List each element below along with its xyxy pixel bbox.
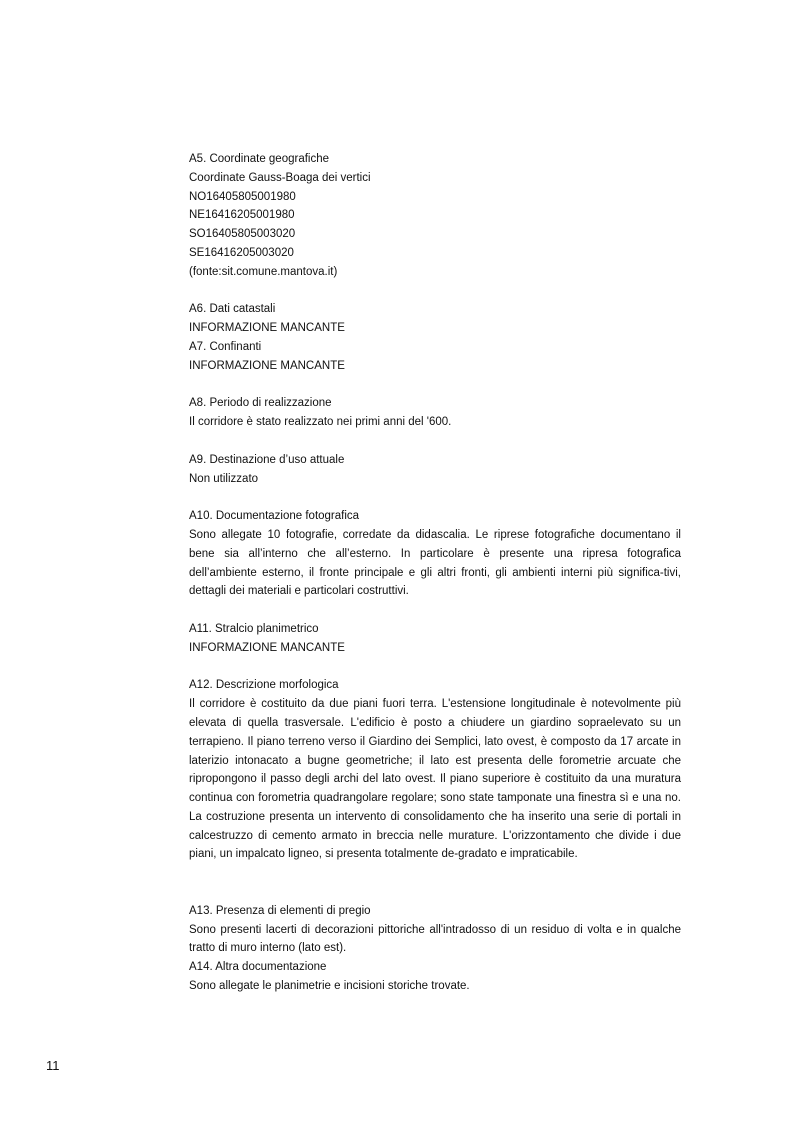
section-a13 bbox=[189, 902, 681, 958]
section-a8-heading: A8. Periodo di realizzazione bbox=[189, 397, 332, 410]
page-number: 11 bbox=[46, 1058, 60, 1073]
section-a14 bbox=[189, 958, 681, 996]
section-a7 bbox=[189, 338, 681, 376]
section-a14-heading: A14. Altra documentazione bbox=[189, 961, 327, 974]
section-a12 bbox=[189, 676, 681, 864]
section-a6-text: INFORMAZIONE MANCANTE bbox=[189, 322, 345, 335]
section-a12-text: Il corridore è costituito da due piani fuori terra. L'estensione longitudinale è notevolmente più elevata di quella trasversale. L'edificio è posto a chiudere un giardino sopraelevato su un terrapieno. Il piano terreno verso il Giardino dei Semplici, lato ovest, è composto da 17 arcate in laterizio intonacato a bugne geometriche; il lato est presenta delle forometrie arcuate che ripropongono il passo degli archi del lato ovest. Il piano superiore è costituito da una muratura continua con forometria quadrangolare regolare; sono state tamponate una finestra sì e una no. La costruzione presenta un intervento di consolidamento che ha inserito una serie di portali in calcestruzzo di cemento armato in breccia nelle murature. L'orizzontamento che divide i due piani, un impalcato ligneo, si presenta totalmente de-gradato e impraticabile. bbox=[189, 698, 681, 861]
section-a8-text: Il corridore è stato realizzato nei primi anni del '600. bbox=[189, 416, 452, 429]
section-a6 bbox=[189, 300, 681, 338]
section-a7-heading: A7. Confinanti bbox=[189, 340, 262, 353]
section-a11 bbox=[189, 620, 681, 658]
section-a7-text: INFORMAZIONE MANCANTE bbox=[189, 359, 345, 372]
section-a10-heading: A10. Documentazione fotografica bbox=[189, 510, 360, 523]
section-a13-text: Sono presenti lacerti di decorazioni pittoriche all'intradosso di un residuo di volta e in qualche tratto di muro interno (lato est). bbox=[189, 923, 681, 955]
section-a11-heading: A11. Stralcio planimetrico bbox=[189, 622, 319, 635]
section-a5 bbox=[189, 150, 681, 282]
section-a5-heading: A5. Coordinate geografiche bbox=[189, 153, 330, 165]
coordinate-source: (fonte:sit.comune.mantova.it) bbox=[189, 265, 338, 278]
section-a14-text: Sono allegate le planimetrie e incisioni storiche trovate. bbox=[189, 980, 470, 993]
section-a9-heading: A9. Destinazione d’uso attuale bbox=[189, 453, 345, 466]
coordinate-se: SE16416205003020 bbox=[189, 246, 294, 259]
section-a9 bbox=[189, 451, 681, 489]
section-a6-heading: A6. Dati catastali bbox=[189, 303, 276, 316]
document-body bbox=[189, 150, 681, 996]
section-a12-heading: A12. Descrizione morfologica bbox=[189, 679, 339, 692]
section-a10 bbox=[189, 507, 681, 601]
coordinate-system-line: Coordinate Gauss-Boaga dei vertici bbox=[189, 171, 371, 184]
section-a8 bbox=[189, 394, 681, 432]
section-a9-text: Non utilizzato bbox=[189, 472, 259, 485]
section-a10-text: Sono allegate 10 fotografie, corredate da didascalia. Le riprese fotografiche documentano il bene sia all’interno che all’esterno. In particolare è presente una ripresa fotografica dell’ambiente esterno, il fronte principale e gli altri fronti, gli ambienti interni più significa-tivi, dettagli dei materiali e particolari costruttivi. bbox=[189, 528, 681, 598]
coordinate-ne: NE16416205001980 bbox=[189, 209, 295, 222]
section-a11-text: INFORMAZIONE MANCANTE bbox=[189, 641, 345, 654]
section-a13-heading: A13. Presenza di elementi di pregio bbox=[189, 904, 371, 917]
coordinate-so: SO16405805003020 bbox=[189, 228, 296, 241]
coordinate-no: NO16405805001980 bbox=[189, 190, 296, 203]
